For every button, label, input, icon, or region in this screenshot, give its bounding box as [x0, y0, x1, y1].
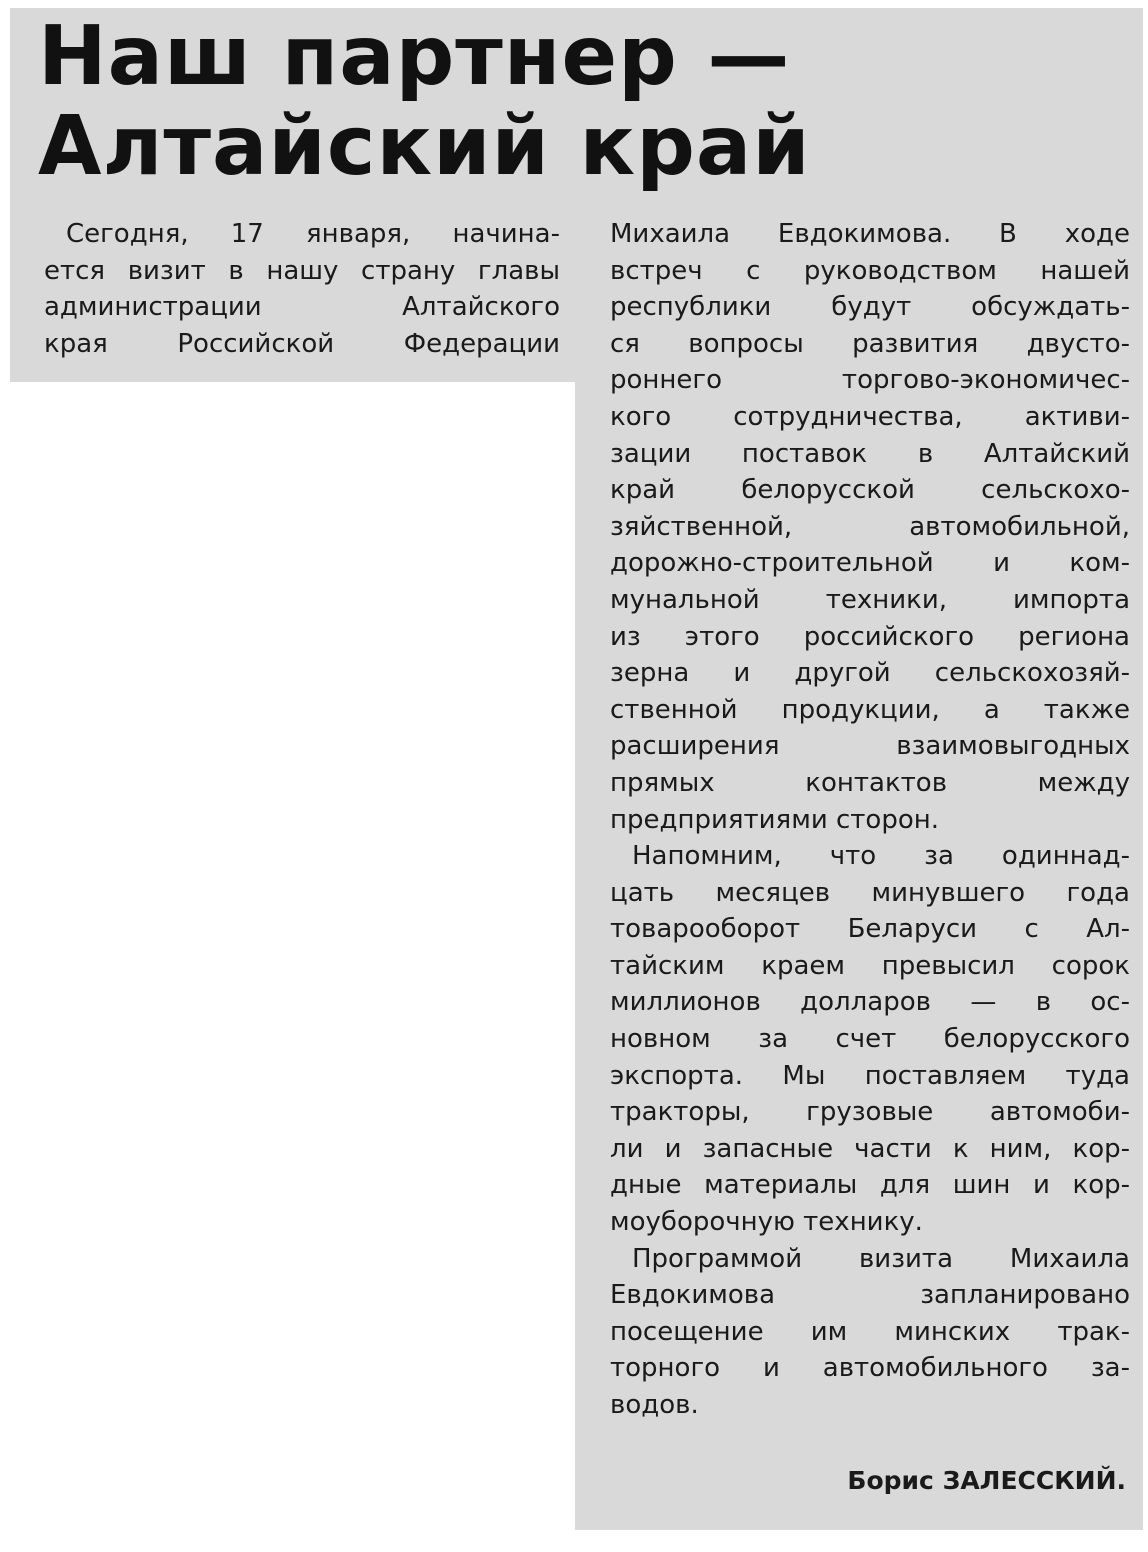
text-line: Программой визита Михаила — [632, 1243, 1130, 1274]
text-line: товарооборот Беларуси с Ал- — [610, 914, 1130, 945]
text-line: посещение им минских трак- — [610, 1316, 1130, 1347]
text-line: зяйственной, автомобильной, — [610, 511, 1130, 542]
text-line: Напомним, что за одиннад- — [632, 841, 1130, 872]
text-line: ется визит в нашу страну главы — [44, 255, 560, 286]
text-line: водов. — [610, 1390, 699, 1420]
article-headline — [38, 9, 811, 194]
text-line: предприятиями сторон. — [610, 804, 939, 835]
text-line: миллионов долларов — в ос- — [610, 987, 1130, 1018]
text-line: дные материалы для шин и кор- — [610, 1170, 1130, 1201]
text-line: Евдокимова запланировано — [610, 1280, 1130, 1311]
text-line: торного и автомобильного за- — [610, 1353, 1130, 1384]
text-line: администрации Алтайского — [44, 292, 560, 323]
text-line: ся вопросы развития двусто- — [610, 328, 1130, 359]
text-line: прямых контактов между — [610, 767, 1130, 798]
text-line: зации поставок в Алтайский — [610, 438, 1130, 469]
article-byline: Борис ЗАЛЕССКИЙ. — [847, 1466, 1126, 1495]
text-line: роннего торгово-экономичес- — [610, 365, 1130, 396]
text-line: из этого российского региона — [610, 621, 1130, 652]
text-line: мунальной техники, импорта — [610, 584, 1130, 615]
text-line: кого сотрудничества, активи- — [610, 401, 1130, 432]
text-line: зерна и другой сельскохозяй- — [610, 658, 1130, 689]
text-line: моуборочную технику. — [610, 1207, 923, 1238]
headline-line: Наш партнер — — [38, 9, 791, 104]
text-line: новном за счет белорусского — [610, 1024, 1130, 1055]
text-line: Михаила Евдокимова. В ходе — [610, 219, 1130, 249]
article-right-column — [610, 216, 1130, 1424]
text-line: экспорта. Мы поставляем туда — [610, 1060, 1130, 1091]
article-left-column — [44, 216, 560, 362]
headline-line: Алтайский край — [38, 99, 811, 194]
text-line: тракторы, грузовые автомоби- — [610, 1097, 1130, 1128]
text-line: ли и запасные части к ним, кор- — [610, 1133, 1130, 1164]
text-line: ственной продукции, а также — [610, 694, 1130, 725]
text-line: дорожно-строительной и ком- — [610, 548, 1130, 579]
text-line: Сегодня, 17 января, начина- — [66, 219, 560, 249]
text-line: края Российской Федерации — [44, 328, 560, 359]
text-line: встреч с руководством нашей — [610, 255, 1130, 286]
text-line: тайским краем превысил сорок — [610, 950, 1130, 981]
text-line: цать месяцев минувшего года — [610, 877, 1130, 908]
text-line: республики будут обсуждать- — [610, 292, 1130, 323]
text-line: расширения взаимовыгодных — [610, 731, 1130, 762]
text-line: край белорусской сельскохо- — [610, 475, 1130, 506]
